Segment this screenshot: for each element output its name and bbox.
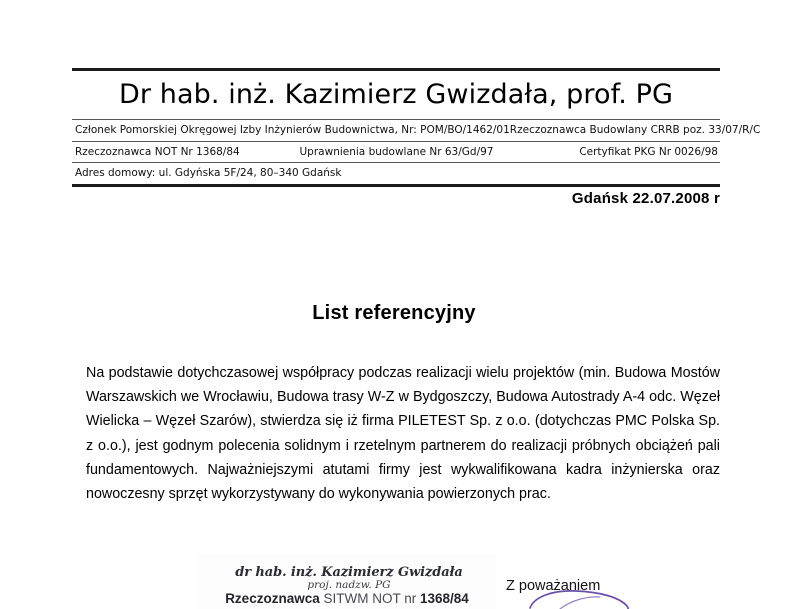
- stamp-registration-number: 1368/84: [419, 591, 469, 606]
- signature-stroke-icon: [500, 588, 730, 609]
- place-and-date: Gdańsk 22.07.2008 r: [571, 190, 720, 207]
- stamp-registration-prefix: Rzeczoznawca: [225, 591, 320, 606]
- letterhead: [72, 68, 761, 187]
- page-title: Dr hab. inż. Kazimierz Gwizdała, prof. PG: [118, 79, 674, 110]
- handwritten-signature: [500, 588, 730, 609]
- closing-salutation: Z poważaniem: [506, 578, 601, 594]
- letterhead-row-credentials-1: [72, 120, 761, 141]
- stamp-name-line: dr hab. inż. Kazimierz Gwizdała: [235, 565, 463, 580]
- stamp-registration-line: [202, 591, 492, 606]
- home-address: Adres domowy: ul. Gdyńska 5F/24, 80–340 Gdańsk: [75, 167, 342, 180]
- credential-rzeczoznawca-not: Rzeczoznawca NOT Nr 1368/84: [75, 145, 240, 158]
- credential-rzeczoznawca-crrb: Rzeczoznawca Budowlany CRRB poz. 33/07/R/C: [509, 124, 761, 137]
- stamp-position-line: proj. nadzw. PG: [307, 579, 391, 591]
- stamp-registration-middle: SITWM NOT nr: [319, 591, 420, 606]
- letter-heading: List referencyjny: [312, 302, 476, 324]
- letterhead-row-address: [72, 163, 720, 184]
- official-stamp: [196, 553, 496, 609]
- credential-certyfikat-pkg: Certyfikat PKG Nr 0026/98: [579, 145, 718, 158]
- letter-body-paragraph: Na podstawie dotychczasowej współpracy podczas realizacji wielu projektów (min. Budowa Mostów Warszawskich we Wrocławiu, Budowa trasy W-Z w Bydgoszczy, Budowa Autostrady A-4 odc. Węzeł Wielicka – Węzeł Szarów), stwierdza się iż firma PILETEST Sp. z o.o. (dotychczas PMC Polska Sp. z o.o.), jest godnym polecenia solidnym i rzetelnym partnerem do realizacji próbnych obciążeń pali fundamentowych. Najważniejszymi atutami firmy jest wykwalifikowana kadra inżynierska oraz nowoczesny sprzęt wykorzystywany do wykonywania powierzonych prac.: [86, 365, 720, 503]
- credential-uprawnienia-budowlane: Uprawnienia budowlane Nr 63/Gd/97: [299, 145, 494, 158]
- letterhead-row-credentials-2: [72, 142, 720, 163]
- letterhead-bottom-rule: [72, 184, 720, 187]
- credential-izba-membership: Członek Pomorskiej Okręgowej Izby Inżynierów Budownictwa, Nr: POM/BO/1462/01: [75, 124, 510, 137]
